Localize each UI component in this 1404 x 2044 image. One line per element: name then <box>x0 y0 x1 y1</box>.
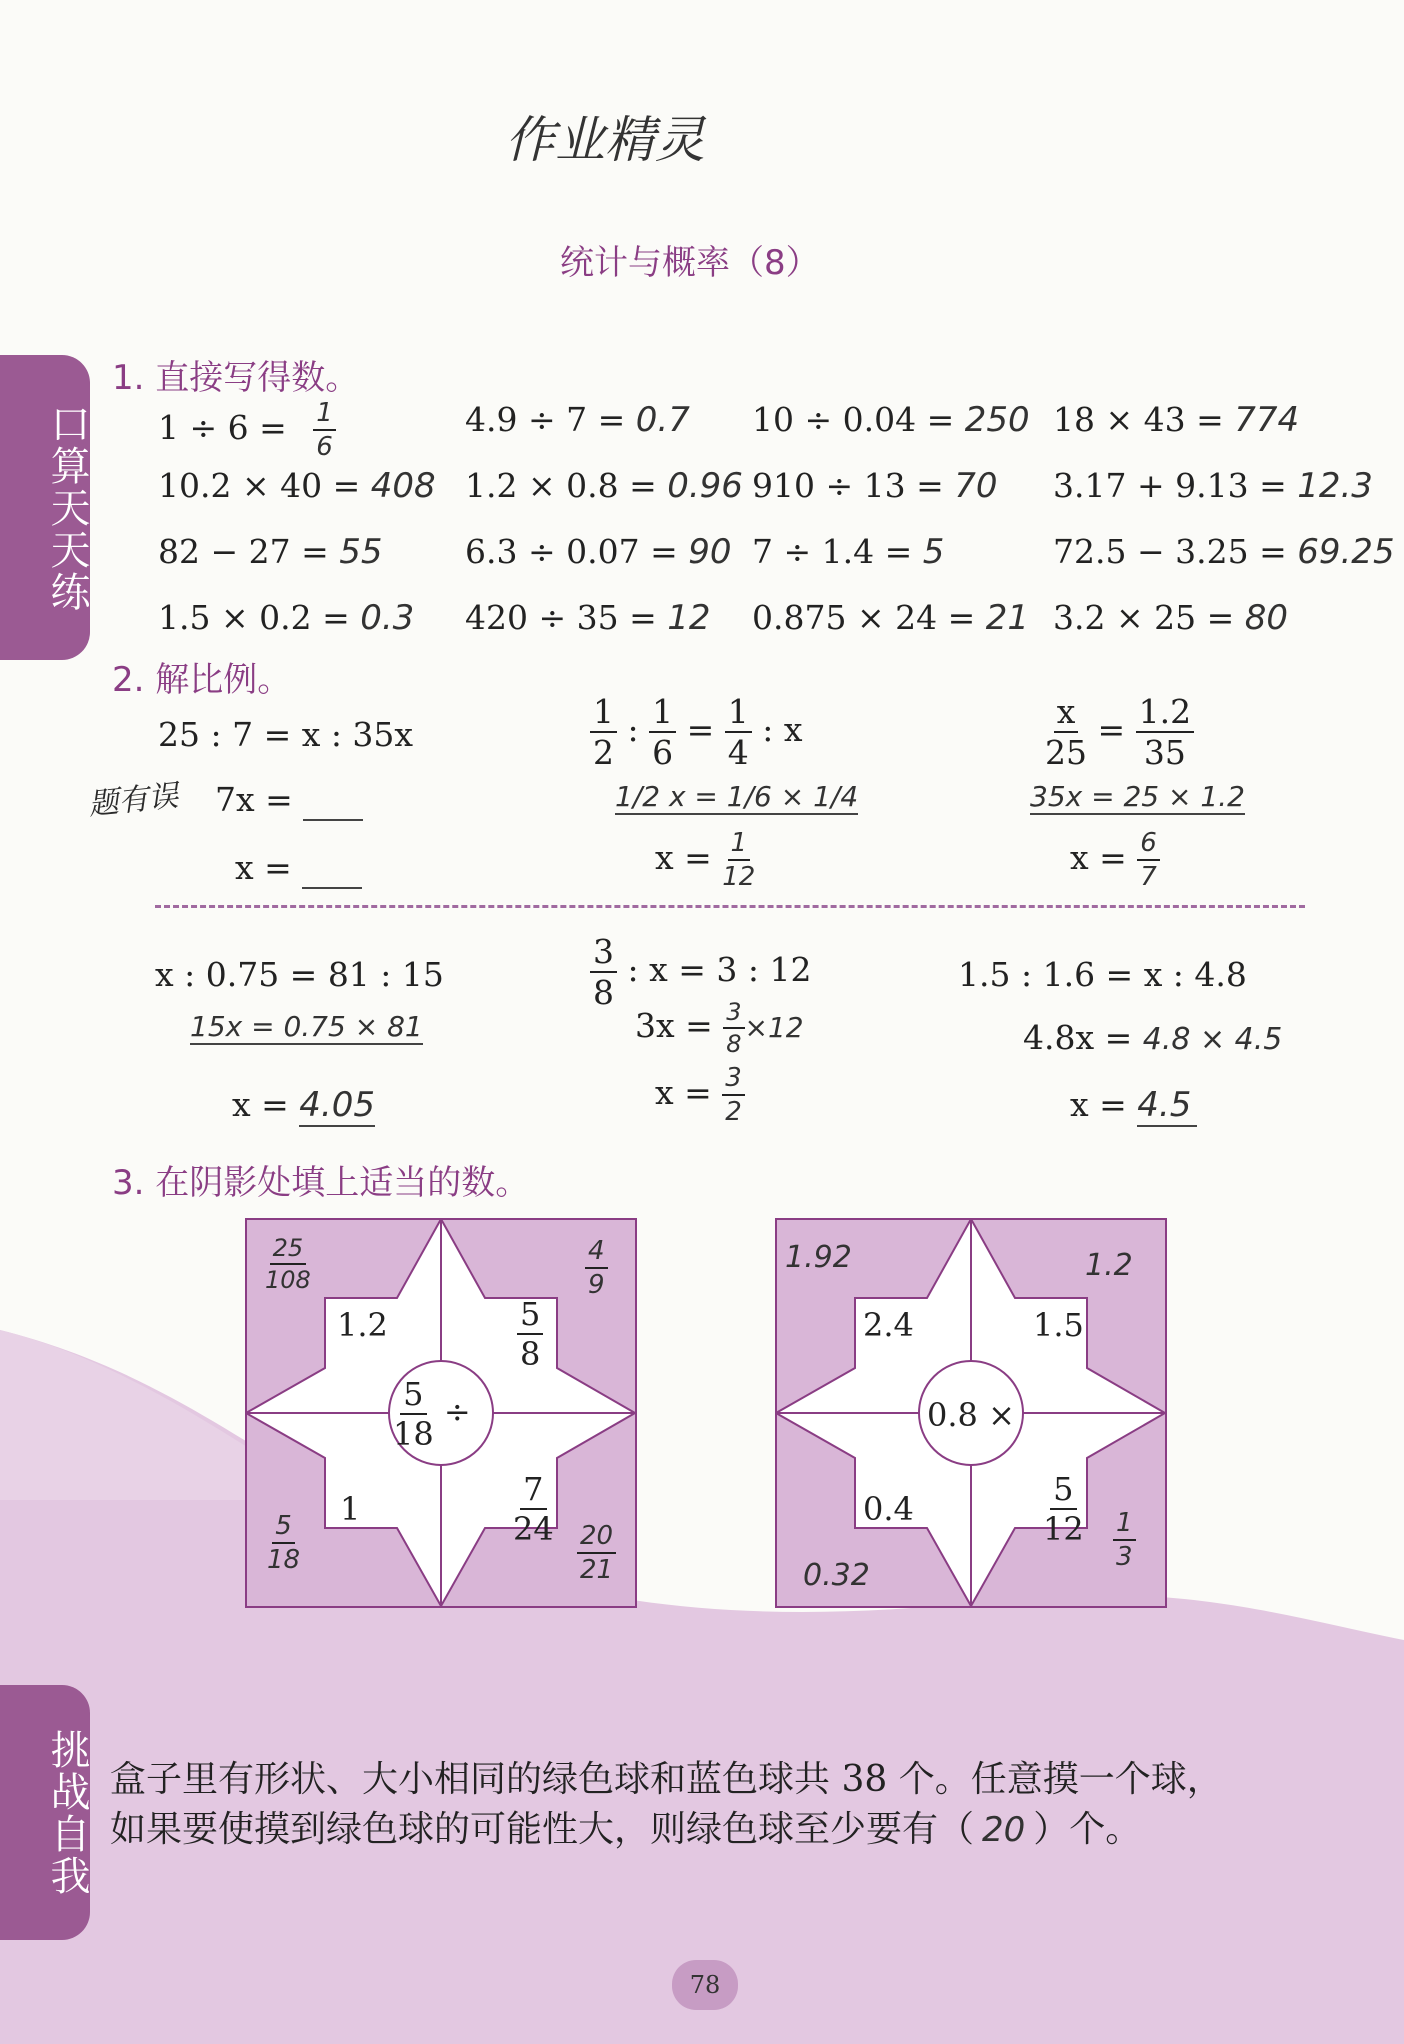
left-bl-answer: $\frac{5}{18}$ <box>267 1511 301 1575</box>
problem-2-3: 910 ÷ 13 = 70 <box>752 466 998 506</box>
challenge-line-2: 如果要使摸到绿色球的可能性大，则绿色球至少要有（ 20 ）个。 <box>110 1809 1142 1850</box>
challenge-answer: 20 <box>982 1810 1026 1850</box>
problem-3-2: 6.3 ÷ 0.07 = 90 <box>465 532 732 572</box>
handwritten-title: 作业精灵 <box>505 111 705 169</box>
problem-4-1: 1.5 × 0.2 = 0.3 <box>158 598 415 638</box>
section-2-label: 2. 解比例。 <box>112 660 292 700</box>
right-bl-answer: 0.32 <box>803 1558 870 1593</box>
right-tl-white: 2.4 <box>863 1306 914 1344</box>
puzzle-right <box>775 1218 1167 1608</box>
problem-2-2: 1.2 × 0.8 = 0.96 <box>465 466 743 506</box>
proportion-3-result: x = $\frac{6}{7}$ <box>1070 830 1160 890</box>
left-tl-answer: $\frac{25}{108}$ <box>265 1234 311 1294</box>
right-tr-answer: 1.2 <box>1085 1248 1133 1283</box>
right-tl-answer: 1.92 <box>785 1240 852 1275</box>
proportion-3-equation: $\frac{x}{25}$ = $\frac{1.2}{35}$ <box>1045 695 1194 769</box>
section-1-label: 1. 直接写得数。 <box>112 358 360 398</box>
proportion-2-step: 1/2 x = 1/6 × 1/4 <box>615 780 859 813</box>
problem-1-4: 18 × 43 = 774 <box>1053 400 1300 440</box>
page-title: 统计与概率（8） <box>560 243 820 283</box>
problem-2-4: 3.17 + 9.13 = 12.3 <box>1053 466 1373 506</box>
proportion-6-step: 4.8x = 4.8 × 4.5 <box>1023 1018 1283 1057</box>
divider-dashed <box>155 905 1305 908</box>
puzzle-left <box>245 1218 637 1608</box>
left-bl-white: 1 <box>340 1490 361 1528</box>
problem-1-2: 4.9 ÷ 7 = 0.7 <box>465 400 690 440</box>
left-tr-white: $\frac{5}{8}$ <box>517 1298 543 1370</box>
section-3-label: 3. 在阴影处填上适当的数。 <box>112 1163 530 1203</box>
proportion-5-step: 3x = $\frac{3}{8}$ ×12 <box>635 998 804 1058</box>
proportion-1-step: 7x = <box>215 780 363 821</box>
problem-2-1: 10.2 × 40 = 408 <box>158 466 436 506</box>
right-br-answer: $\frac{1}{3}$ <box>1113 1510 1136 1570</box>
proportion-4-result: x = 4.05 <box>232 1085 375 1125</box>
proportion-2-result: x = $\frac{1}{12}$ <box>655 828 756 892</box>
challenge-line-1: 盒子里有形状、大小相同的绿色球和蓝色球共 38 个。任意摸一个球， <box>110 1759 1223 1800</box>
problem-1-3: 10 ÷ 0.04 = 250 <box>752 400 1030 440</box>
problem-4-3: 0.875 × 24 = 21 <box>752 598 1029 638</box>
proportion-4-step: 15x = 0.75 × 81 <box>190 1010 423 1043</box>
right-br-white: $\frac{5}{12}$ <box>1043 1470 1084 1548</box>
problem-1-1: 1 ÷ 6 = $\frac{1}{6}$ <box>158 400 336 460</box>
proportion-5-result: x = $\frac{3}{2}$ <box>655 1065 745 1125</box>
left-br-answer: $\frac{20}{21}$ <box>577 1523 616 1583</box>
right-bl-white: 0.4 <box>863 1490 914 1528</box>
right-center: 0.8 × <box>927 1396 1015 1434</box>
page-number: 78 <box>672 1960 738 2010</box>
proportion-4-equation: x : 0.75 = 81 : 15 <box>155 955 444 994</box>
proportion-1-equation: 25 : 7 = x : 35x <box>158 715 414 754</box>
proportion-6-equation: 1.5 : 1.6 = x : 4.8 <box>958 955 1247 994</box>
problem-3-1: 82 − 27 = 55 <box>158 532 383 572</box>
problem-4-2: 420 ÷ 35 = 12 <box>465 598 711 638</box>
proportion-3-step: 35x = 25 × 1.2 <box>1030 780 1245 813</box>
proportion-2-equation: $\frac{1}{2}$ : $\frac{1}{6}$ = $\frac{1}{4}$ : x <box>590 695 802 769</box>
left-tr-answer: $\frac{4}{9}$ <box>585 1238 608 1298</box>
proportion-1-note: 题有误 <box>86 778 180 823</box>
left-tl-white: 1.2 <box>337 1306 388 1344</box>
problem-4-4: 3.2 × 25 = 80 <box>1053 598 1289 638</box>
answer-fraction: $\frac{1}{6}$ <box>313 400 336 460</box>
right-tr-white: 1.5 <box>1033 1306 1084 1344</box>
left-br-white: $\frac{7}{24}$ <box>513 1470 554 1548</box>
challenge-problem <box>110 1755 1223 1855</box>
proportion-6-result: x = 4.5 <box>1070 1085 1197 1127</box>
problem-3-3: 7 ÷ 1.4 = 5 <box>752 532 945 572</box>
proportion-1-result: x = <box>235 848 362 889</box>
side-tab-challenge: 挑战自我 <box>0 1685 90 1940</box>
side-tab-daily-practice: 口算天天练 <box>0 355 90 660</box>
problem-3-4: 72.5 − 3.25 = 69.25 <box>1053 532 1395 572</box>
left-center: $\frac{5}{18}$ ÷ <box>393 1375 471 1453</box>
proportion-5-equation: $\frac{3}{8}$ : x = 3 : 12 <box>590 935 811 1009</box>
